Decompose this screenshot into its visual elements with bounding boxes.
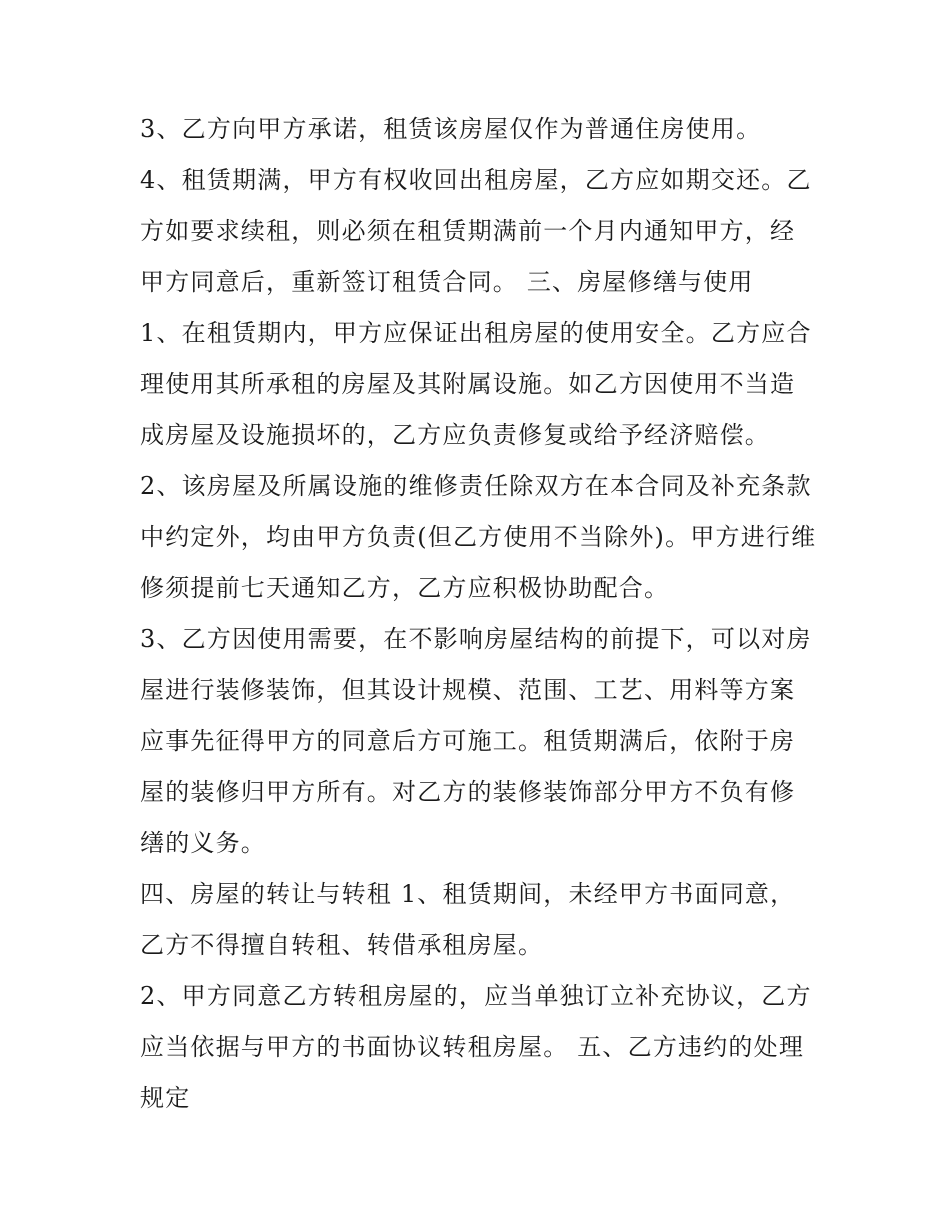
paragraph-clause-3-residential-use: 3、乙方向甲方承诺，租赁该房屋仅作为普通住房使用。: [140, 115, 762, 143]
document-body: [140, 104, 820, 1124]
paragraph-repair-clause-2: 2、该房屋及所属设施的维修责任除双方在本合同及补充条款中约定外，均由甲方负责(但乙方使用不当除外)。甲方进行维修须提前七天通知乙方，乙方应积极协助配合。: [140, 472, 817, 602]
paragraph-repair-clause-3: 3、乙方因使用需要，在不影响房屋结构的前提下，可以对房屋进行装修装饰，但其设计规模、范围、工艺、用料等方案应事先征得甲方的同意后方可施工。租赁期满后，依附于房屋的装修归甲方所有。对乙方的装修装饰部分甲方不负有修缮的义务。: [140, 625, 812, 857]
paragraph-transfer-clause-2: 2、甲方同意乙方转租房屋的，应当单独订立补充协议，乙方应当依据与甲方的书面协议转租房屋。 五、乙方违约的处理规定: [140, 982, 812, 1112]
paragraph-transfer-clause-1: 四、房屋的转让与转租 1、租赁期间，未经甲方书面同意，乙方不得擅自转租、转借承租房屋。: [140, 880, 796, 959]
paragraph-repair-clause-1: 1、在租赁期内，甲方应保证出租房屋的使用安全。乙方应合理使用其所承租的房屋及其附属设施。如乙方因使用不当造成房屋及设施损坏的，乙方应负责修复或给予经济赔偿。: [140, 319, 812, 449]
paragraph-clause-4-lease-expiry: 4、租赁期满，甲方有权收回出租房屋，乙方应如期交还。乙方如要求续租，则必须在租赁期满前一个月内通知甲方，经甲方同意后，重新签订租赁合同。 三、房屋修缮与使用: [140, 166, 812, 296]
